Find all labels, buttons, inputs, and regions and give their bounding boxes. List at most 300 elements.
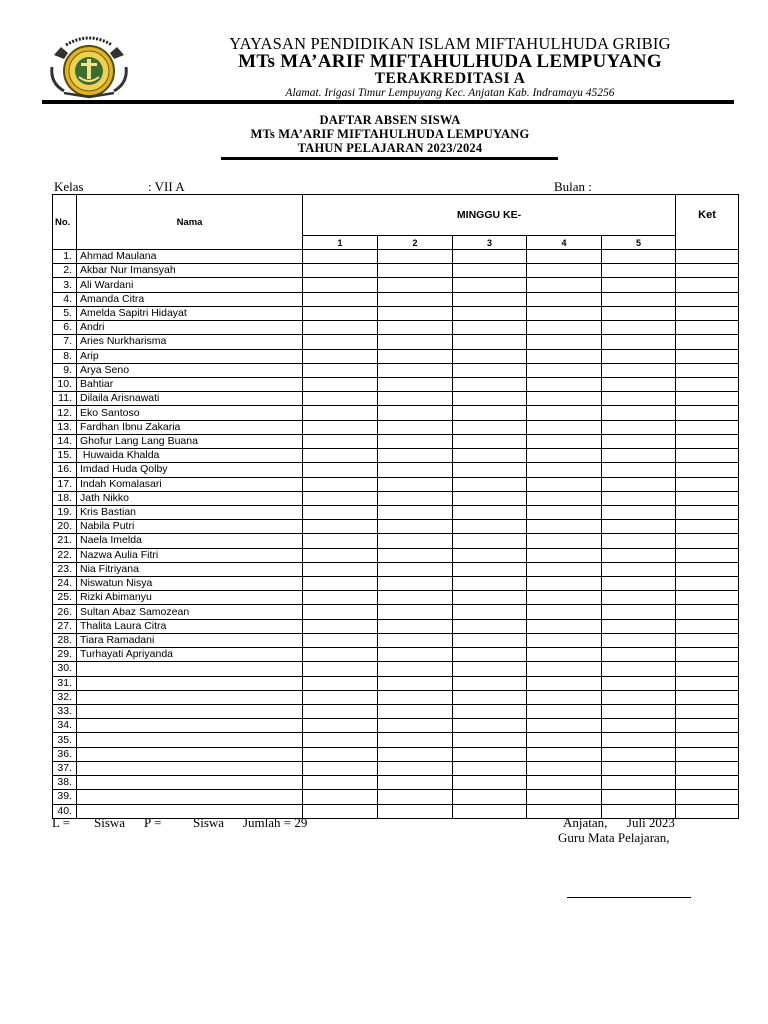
attendance-cell[interactable] xyxy=(303,250,378,264)
attendance-cell[interactable] xyxy=(527,577,602,591)
header-divider xyxy=(42,100,734,104)
row-number: 38. xyxy=(53,776,77,790)
attendance-cell[interactable] xyxy=(602,719,676,733)
note-cell[interactable] xyxy=(676,648,739,662)
table-row xyxy=(53,278,739,292)
attendance-cell[interactable] xyxy=(527,306,602,320)
attendance-cell[interactable] xyxy=(378,605,453,619)
attendance-cell[interactable] xyxy=(602,733,676,747)
attendance-cell[interactable] xyxy=(602,591,676,605)
attendance-cell[interactable] xyxy=(453,349,527,363)
attendance-cell[interactable] xyxy=(602,562,676,576)
attendance-cell[interactable] xyxy=(453,776,527,790)
note-cell[interactable] xyxy=(676,591,739,605)
attendance-cell[interactable] xyxy=(453,463,527,477)
attendance-cell[interactable] xyxy=(527,619,602,633)
student-name: Bahtiar xyxy=(77,377,303,391)
attendance-cell[interactable] xyxy=(453,804,527,818)
attendance-cell[interactable] xyxy=(378,335,453,349)
attendance-cell[interactable] xyxy=(378,392,453,406)
attendance-cell[interactable] xyxy=(602,335,676,349)
attendance-cell[interactable] xyxy=(378,733,453,747)
note-cell[interactable] xyxy=(676,790,739,804)
note-cell[interactable] xyxy=(676,633,739,647)
attendance-cell[interactable] xyxy=(303,335,378,349)
attendance-cell[interactable] xyxy=(378,420,453,434)
attendance-cell[interactable] xyxy=(303,577,378,591)
note-cell[interactable] xyxy=(676,463,739,477)
attendance-cell[interactable] xyxy=(303,676,378,690)
attendance-cell[interactable] xyxy=(527,420,602,434)
attendance-cell[interactable] xyxy=(602,434,676,448)
attendance-cell[interactable] xyxy=(527,505,602,519)
student-name: Akbar Nur Imansyah xyxy=(77,264,303,278)
table-row xyxy=(53,605,739,619)
attendance-cell[interactable] xyxy=(303,505,378,519)
attendance-cell[interactable] xyxy=(602,676,676,690)
attendance-cell[interactable] xyxy=(378,719,453,733)
attendance-cell[interactable] xyxy=(602,776,676,790)
attendance-cell[interactable] xyxy=(527,406,602,420)
note-cell[interactable] xyxy=(676,491,739,505)
attendance-cell[interactable] xyxy=(378,562,453,576)
attendance-cell[interactable] xyxy=(453,363,527,377)
attendance-cell[interactable] xyxy=(303,591,378,605)
note-cell[interactable] xyxy=(676,406,739,420)
attendance-cell[interactable] xyxy=(378,790,453,804)
attendance-cell[interactable] xyxy=(453,306,527,320)
note-cell[interactable] xyxy=(676,776,739,790)
note-cell[interactable] xyxy=(676,520,739,534)
attendance-cell[interactable] xyxy=(602,520,676,534)
attendance-cell[interactable] xyxy=(602,619,676,633)
attendance-cell[interactable] xyxy=(602,577,676,591)
attendance-cell[interactable] xyxy=(602,250,676,264)
attendance-cell[interactable] xyxy=(303,776,378,790)
student-name xyxy=(77,705,303,719)
attendance-cell[interactable] xyxy=(378,776,453,790)
note-cell[interactable] xyxy=(676,250,739,264)
student-name: Sultan Abaz Samozean xyxy=(77,605,303,619)
row-number: 29. xyxy=(53,648,77,662)
attendance-cell[interactable] xyxy=(453,619,527,633)
note-cell[interactable] xyxy=(676,306,739,320)
attendance-cell[interactable] xyxy=(602,534,676,548)
attendance-cell[interactable] xyxy=(378,804,453,818)
attendance-cell[interactable] xyxy=(378,306,453,320)
attendance-cell[interactable] xyxy=(378,676,453,690)
attendance-cell[interactable] xyxy=(602,349,676,363)
attendance-cell[interactable] xyxy=(378,548,453,562)
attendance-cell[interactable] xyxy=(453,648,527,662)
attendance-cell[interactable] xyxy=(303,434,378,448)
attendance-cell[interactable] xyxy=(602,363,676,377)
attendance-cell[interactable] xyxy=(527,648,602,662)
attendance-cell[interactable] xyxy=(527,676,602,690)
note-cell[interactable] xyxy=(676,377,739,391)
attendance-cell[interactable] xyxy=(378,463,453,477)
attendance-cell[interactable] xyxy=(378,705,453,719)
table-row xyxy=(53,548,739,562)
row-number: 27. xyxy=(53,619,77,633)
attendance-cell[interactable] xyxy=(303,761,378,775)
attendance-cell[interactable] xyxy=(303,477,378,491)
attendance-cell[interactable] xyxy=(378,591,453,605)
attendance-cell[interactable] xyxy=(602,306,676,320)
class-label: Kelas xyxy=(54,179,84,194)
attendance-cell[interactable] xyxy=(453,790,527,804)
note-cell[interactable] xyxy=(676,548,739,562)
attendance-cell[interactable] xyxy=(378,633,453,647)
attendance-cell[interactable] xyxy=(453,377,527,391)
row-number: 15. xyxy=(53,449,77,463)
attendance-cell[interactable] xyxy=(527,463,602,477)
row-number: 39. xyxy=(53,790,77,804)
row-number: 23. xyxy=(53,562,77,576)
note-cell[interactable] xyxy=(676,420,739,434)
school-name: MTs MA’ARIF MIFTAHULHUDA LEMPUYANG xyxy=(238,51,662,72)
attendance-cell[interactable] xyxy=(378,520,453,534)
note-cell[interactable] xyxy=(676,605,739,619)
attendance-cell[interactable] xyxy=(453,434,527,448)
attendance-cell[interactable] xyxy=(453,520,527,534)
attendance-cell[interactable] xyxy=(303,520,378,534)
attendance-cell[interactable] xyxy=(303,562,378,576)
row-number: 14. xyxy=(53,434,77,448)
attendance-cell[interactable] xyxy=(303,747,378,761)
note-cell[interactable] xyxy=(676,292,739,306)
attendance-cell[interactable] xyxy=(527,520,602,534)
attendance-cell[interactable] xyxy=(602,463,676,477)
attendance-cell[interactable] xyxy=(303,292,378,306)
attendance-cell[interactable] xyxy=(303,377,378,391)
row-number: 16. xyxy=(53,463,77,477)
attendance-cell[interactable] xyxy=(453,321,527,335)
note-cell[interactable] xyxy=(676,577,739,591)
student-name: Amelda Sapitri Hidayat xyxy=(77,306,303,320)
row-number: 40. xyxy=(53,804,77,818)
attendance-cell[interactable] xyxy=(527,776,602,790)
attendance-cell[interactable] xyxy=(378,278,453,292)
row-number: 11. xyxy=(53,392,77,406)
attendance-cell[interactable] xyxy=(453,633,527,647)
student-name: Rizki Abimanyu xyxy=(77,591,303,605)
attendance-cell[interactable] xyxy=(378,577,453,591)
attendance-cell[interactable] xyxy=(527,690,602,704)
row-number: 10. xyxy=(53,377,77,391)
student-name: Nazwa Aulia Fitri xyxy=(77,548,303,562)
table-row xyxy=(53,292,739,306)
attendance-cell[interactable] xyxy=(602,406,676,420)
month-label: Bulan : xyxy=(554,179,592,194)
attendance-cell[interactable] xyxy=(303,264,378,278)
attendance-cell[interactable] xyxy=(602,790,676,804)
table-row xyxy=(53,420,739,434)
attendance-cell[interactable] xyxy=(602,420,676,434)
attendance-cell[interactable] xyxy=(453,562,527,576)
attendance-cell[interactable] xyxy=(527,733,602,747)
attendance-cell[interactable] xyxy=(378,363,453,377)
note-cell[interactable] xyxy=(676,761,739,775)
student-name: Kris Bastian xyxy=(77,505,303,519)
table-row xyxy=(53,520,739,534)
attendance-cell[interactable] xyxy=(527,434,602,448)
attendance-cell[interactable] xyxy=(527,491,602,505)
attendance-cell[interactable] xyxy=(527,719,602,733)
note-cell[interactable] xyxy=(676,392,739,406)
note-cell[interactable] xyxy=(676,690,739,704)
attendance-cell[interactable] xyxy=(378,662,453,676)
attendance-cell[interactable] xyxy=(527,349,602,363)
note-cell[interactable] xyxy=(676,321,739,335)
attendance-cell[interactable] xyxy=(602,747,676,761)
attendance-cell[interactable] xyxy=(303,548,378,562)
attendance-cell[interactable] xyxy=(303,705,378,719)
row-number: 3. xyxy=(53,278,77,292)
attendance-cell[interactable] xyxy=(378,292,453,306)
note-cell[interactable] xyxy=(676,562,739,576)
attendance-cell[interactable] xyxy=(453,676,527,690)
attendance-cell[interactable] xyxy=(602,449,676,463)
attendance-cell[interactable] xyxy=(602,548,676,562)
attendance-cell[interactable] xyxy=(453,406,527,420)
attendance-cell[interactable] xyxy=(378,406,453,420)
note-cell[interactable] xyxy=(676,264,739,278)
accreditation: TERAKREDITASI A xyxy=(374,70,526,87)
attendance-cell[interactable] xyxy=(453,534,527,548)
attendance-cell[interactable] xyxy=(378,449,453,463)
attendance-cell[interactable] xyxy=(303,733,378,747)
attendance-cell[interactable] xyxy=(527,363,602,377)
attendance-cell[interactable] xyxy=(453,491,527,505)
attendance-cell[interactable] xyxy=(378,250,453,264)
attendance-cell[interactable] xyxy=(303,719,378,733)
attendance-cell[interactable] xyxy=(602,648,676,662)
attendance-cell[interactable] xyxy=(378,434,453,448)
row-number: 24. xyxy=(53,577,77,591)
attendance-cell[interactable] xyxy=(303,648,378,662)
week-header: 1 xyxy=(303,236,378,250)
attendance-cell[interactable] xyxy=(453,278,527,292)
attendance-cell[interactable] xyxy=(303,534,378,548)
table-row xyxy=(53,619,739,633)
attendance-cell[interactable] xyxy=(527,335,602,349)
attendance-cell[interactable] xyxy=(602,392,676,406)
attendance-cell[interactable] xyxy=(602,662,676,676)
attendance-cell[interactable] xyxy=(527,392,602,406)
attendance-cell[interactable] xyxy=(527,761,602,775)
attendance-cell[interactable] xyxy=(303,321,378,335)
attendance-cell[interactable] xyxy=(527,449,602,463)
attendance-cell[interactable] xyxy=(527,278,602,292)
attendance-cell[interactable] xyxy=(378,505,453,519)
attendance-cell[interactable] xyxy=(527,377,602,391)
attendance-cell[interactable] xyxy=(602,633,676,647)
attendance-cell[interactable] xyxy=(303,633,378,647)
attendance-cell[interactable] xyxy=(602,761,676,775)
attendance-cell[interactable] xyxy=(602,477,676,491)
row-number: 5. xyxy=(53,306,77,320)
student-name xyxy=(77,761,303,775)
attendance-cell[interactable] xyxy=(453,577,527,591)
attendance-cell[interactable] xyxy=(527,591,602,605)
attendance-cell[interactable] xyxy=(602,264,676,278)
document-subtitle: MTs MA’ARIF MIFTAHULHUDA LEMPUYANG xyxy=(250,127,530,141)
table-row xyxy=(53,761,739,775)
attendance-cell[interactable] xyxy=(378,648,453,662)
note-cell[interactable] xyxy=(676,534,739,548)
student-name: Arip xyxy=(77,349,303,363)
attendance-cell[interactable] xyxy=(527,292,602,306)
student-name: Dilaila Arisnawati xyxy=(77,392,303,406)
attendance-cell[interactable] xyxy=(303,491,378,505)
attendance-cell[interactable] xyxy=(453,705,527,719)
attendance-cell[interactable] xyxy=(303,619,378,633)
attendance-cell[interactable] xyxy=(453,761,527,775)
attendance-cell[interactable] xyxy=(303,463,378,477)
attendance-cell[interactable] xyxy=(527,633,602,647)
student-name: Nia Fitriyana xyxy=(77,562,303,576)
attendance-cell[interactable] xyxy=(453,505,527,519)
attendance-cell[interactable] xyxy=(527,477,602,491)
note-cell[interactable] xyxy=(676,278,739,292)
table-row xyxy=(53,264,739,278)
attendance-cell[interactable] xyxy=(378,264,453,278)
attendance-cell[interactable] xyxy=(453,392,527,406)
attendance-cell[interactable] xyxy=(453,662,527,676)
attendance-cell[interactable] xyxy=(378,377,453,391)
attendance-cell[interactable] xyxy=(303,392,378,406)
attendance-cell[interactable] xyxy=(453,335,527,349)
attendance-cell[interactable] xyxy=(453,690,527,704)
note-cell[interactable] xyxy=(676,449,739,463)
note-cell[interactable] xyxy=(676,335,739,349)
attendance-cell[interactable] xyxy=(527,534,602,548)
attendance-cell[interactable] xyxy=(303,790,378,804)
attendance-cell[interactable] xyxy=(527,662,602,676)
attendance-cell[interactable] xyxy=(453,591,527,605)
student-name xyxy=(77,719,303,733)
row-number: 17. xyxy=(53,477,77,491)
row-number: 28. xyxy=(53,633,77,647)
student-name: Indah Komalasari xyxy=(77,477,303,491)
female-count-unit: Siswa xyxy=(193,815,225,830)
note-cell[interactable] xyxy=(676,705,739,719)
note-cell[interactable] xyxy=(676,619,739,633)
row-number: 34. xyxy=(53,719,77,733)
attendance-cell[interactable] xyxy=(303,690,378,704)
attendance-cell[interactable] xyxy=(378,491,453,505)
attendance-cell[interactable] xyxy=(378,619,453,633)
student-name: Amanda Citra xyxy=(77,292,303,306)
attendance-cell[interactable] xyxy=(602,491,676,505)
attendance-cell[interactable] xyxy=(453,250,527,264)
attendance-cell[interactable] xyxy=(453,292,527,306)
row-number: 2. xyxy=(53,264,77,278)
attendance-cell[interactable] xyxy=(602,321,676,335)
attendance-cell[interactable] xyxy=(602,605,676,619)
attendance-cell[interactable] xyxy=(527,705,602,719)
row-number: 13. xyxy=(53,420,77,434)
attendance-cell[interactable] xyxy=(453,477,527,491)
note-cell[interactable] xyxy=(676,676,739,690)
attendance-cell[interactable] xyxy=(303,449,378,463)
week-header: 5 xyxy=(602,236,676,250)
table-row xyxy=(53,733,739,747)
attendance-cell[interactable] xyxy=(378,747,453,761)
attendance-cell[interactable] xyxy=(378,534,453,548)
attendance-cell[interactable] xyxy=(527,562,602,576)
attendance-cell[interactable] xyxy=(453,747,527,761)
attendance-cell[interactable] xyxy=(602,690,676,704)
attendance-cell[interactable] xyxy=(602,705,676,719)
attendance-cell[interactable] xyxy=(453,264,527,278)
note-cell[interactable] xyxy=(676,747,739,761)
place-date: Anjatan, Juli 2023 xyxy=(563,815,675,830)
attendance-cell[interactable] xyxy=(602,278,676,292)
attendance-cell[interactable] xyxy=(303,306,378,320)
attendance-cell[interactable] xyxy=(378,349,453,363)
table-row xyxy=(53,633,739,647)
note-cell[interactable] xyxy=(676,505,739,519)
note-cell[interactable] xyxy=(676,434,739,448)
attendance-cell[interactable] xyxy=(453,719,527,733)
attendance-cell[interactable] xyxy=(453,420,527,434)
attendance-cell[interactable] xyxy=(602,505,676,519)
attendance-cell[interactable] xyxy=(378,321,453,335)
note-cell[interactable] xyxy=(676,349,739,363)
attendance-cell[interactable] xyxy=(303,349,378,363)
note-cell[interactable] xyxy=(676,719,739,733)
attendance-cell[interactable] xyxy=(453,733,527,747)
attendance-cell[interactable] xyxy=(527,790,602,804)
attendance-cell[interactable] xyxy=(527,747,602,761)
attendance-cell[interactable] xyxy=(303,662,378,676)
row-number: 7. xyxy=(53,335,77,349)
attendance-cell[interactable] xyxy=(303,278,378,292)
week-header: 4 xyxy=(527,236,602,250)
attendance-cell[interactable] xyxy=(527,264,602,278)
attendance-cell[interactable] xyxy=(303,804,378,818)
attendance-cell[interactable] xyxy=(303,605,378,619)
attendance-cell[interactable] xyxy=(602,377,676,391)
note-cell[interactable] xyxy=(676,733,739,747)
attendance-cell[interactable] xyxy=(453,548,527,562)
attendance-cell[interactable] xyxy=(453,449,527,463)
row-number: 37. xyxy=(53,761,77,775)
attendance-cell[interactable] xyxy=(453,605,527,619)
attendance-cell[interactable] xyxy=(303,406,378,420)
attendance-cell[interactable] xyxy=(602,292,676,306)
student-name: Naela Imelda xyxy=(77,534,303,548)
student-name: Jath Nikko xyxy=(77,491,303,505)
attendance-cell[interactable] xyxy=(527,250,602,264)
attendance-cell[interactable] xyxy=(303,420,378,434)
attendance-cell[interactable] xyxy=(527,321,602,335)
attendance-cell[interactable] xyxy=(378,690,453,704)
attendance-cell[interactable] xyxy=(527,605,602,619)
note-cell[interactable] xyxy=(676,477,739,491)
attendance-cell[interactable] xyxy=(378,477,453,491)
note-cell[interactable] xyxy=(676,804,739,818)
student-name: Andri xyxy=(77,321,303,335)
attendance-cell[interactable] xyxy=(527,548,602,562)
note-cell[interactable] xyxy=(676,662,739,676)
row-number: 35. xyxy=(53,733,77,747)
note-cell[interactable] xyxy=(676,363,739,377)
attendance-cell[interactable] xyxy=(378,761,453,775)
attendance-cell[interactable] xyxy=(303,363,378,377)
